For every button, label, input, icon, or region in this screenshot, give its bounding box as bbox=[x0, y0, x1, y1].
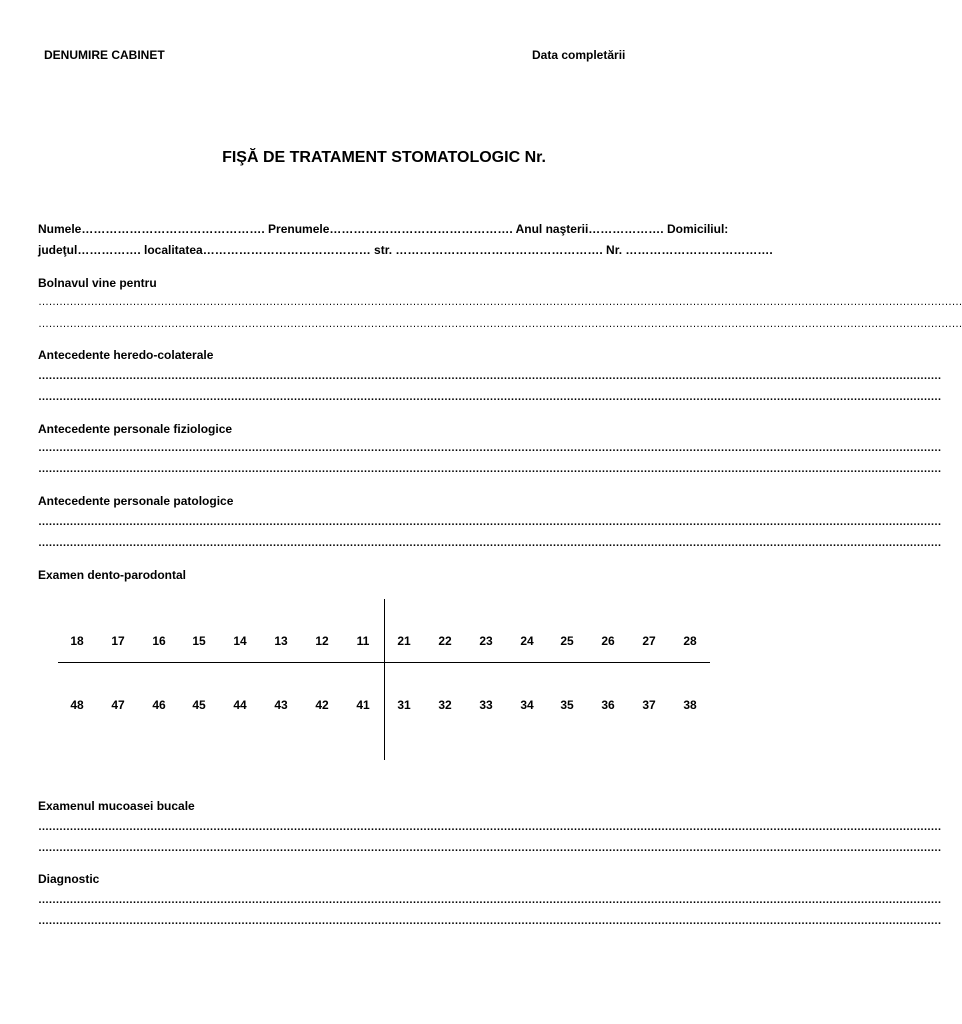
lower-teeth-row bbox=[57, 698, 711, 712]
tooth-number: 48 bbox=[70, 698, 84, 712]
tooth-number: 47 bbox=[111, 698, 125, 712]
tooth-number: 45 bbox=[192, 698, 206, 712]
tooth-number: 28 bbox=[683, 634, 697, 648]
tooth-number: 44 bbox=[233, 698, 247, 712]
tooth-number: 32 bbox=[438, 698, 452, 712]
fill-line: …………………………………………………………………………………………………………………………………………………………………………………………………………………………………… bbox=[38, 842, 941, 854]
midline-divider bbox=[384, 599, 385, 760]
section-label-dental-exam: Examen dento-parodontal bbox=[38, 568, 187, 582]
cabinet-name-label: DENUMIRE CABINET bbox=[44, 48, 165, 62]
tooth-number: 34 bbox=[520, 698, 534, 712]
tooth-number: 18 bbox=[70, 634, 84, 648]
tooth-number: 36 bbox=[601, 698, 615, 712]
tooth-number: 12 bbox=[315, 634, 329, 648]
section-label-diagnosis: Diagnostic bbox=[38, 872, 100, 886]
tooth-number: 26 bbox=[601, 634, 615, 648]
fill-line: ………………………………………………………………………………………………………………………………………………………………………………………………………………………………………… bbox=[38, 318, 962, 330]
section-label-pathological-history: Antecedente personale patologice bbox=[38, 494, 234, 508]
patient-identity-line: Numele………………………………………. Prenumele………………………………………. Anul naşterii………………. Domiciliul: bbox=[38, 222, 729, 236]
section-label-physiological-history: Antecedente personale fiziologice bbox=[38, 422, 233, 436]
tooth-number: 23 bbox=[479, 634, 493, 648]
tooth-number: 25 bbox=[560, 634, 574, 648]
tooth-number: 27 bbox=[642, 634, 656, 648]
tooth-number: 42 bbox=[315, 698, 329, 712]
tooth-number: 38 bbox=[683, 698, 697, 712]
tooth-number: 21 bbox=[397, 634, 411, 648]
tooth-number: 16 bbox=[152, 634, 166, 648]
fill-line: …………………………………………………………………………………………………………………………………………………………………………………………………………………………………… bbox=[38, 821, 941, 833]
tooth-number: 15 bbox=[192, 634, 206, 648]
completion-date-label: Data completării bbox=[532, 48, 626, 62]
tooth-number: 31 bbox=[397, 698, 411, 712]
tooth-number: 43 bbox=[274, 698, 288, 712]
tooth-number: 14 bbox=[233, 634, 247, 648]
tooth-number: 33 bbox=[479, 698, 493, 712]
tooth-number: 35 bbox=[560, 698, 574, 712]
fill-line: …………………………………………………………………………………………………………………………………………………………………………………………………………………………………… bbox=[38, 894, 941, 906]
fill-line: …………………………………………………………………………………………………………………………………………………………………………………………………………………………………… bbox=[38, 537, 941, 549]
tooth-number: 46 bbox=[152, 698, 166, 712]
patient-address-line: judeţul……………. localitatea…………………………………… str. ……………………………………………. Nr. ………………………………. bbox=[38, 243, 773, 257]
tooth-number: 11 bbox=[356, 634, 370, 648]
tooth-number: 41 bbox=[356, 698, 370, 712]
tooth-number: 37 bbox=[642, 698, 656, 712]
section-label-complaint: Bolnavul vine pentru bbox=[38, 276, 157, 290]
tooth-number: 22 bbox=[438, 634, 452, 648]
fill-line: …………………………………………………………………………………………………………………………………………………………………………………………………………………………………… bbox=[38, 463, 941, 475]
fill-line: …………………………………………………………………………………………………………………………………………………………………………………………………………………………………… bbox=[38, 391, 941, 403]
tooth-number: 17 bbox=[111, 634, 125, 648]
fill-line: …………………………………………………………………………………………………………………………………………………………………………………………………………………………………… bbox=[38, 442, 941, 454]
document-title: FIŞĂ DE TRATAMENT STOMATOLOGIC Nr. bbox=[222, 149, 546, 166]
fill-line: …………………………………………………………………………………………………………………………………………………………………………………………………………………………………… bbox=[38, 516, 941, 528]
fill-line: …………………………………………………………………………………………………………………………………………………………………………………………………………………………………… bbox=[38, 915, 941, 927]
fill-line: ………………………………………………………………………………………………………………………………………………………………………………………………………………………………………… bbox=[38, 296, 962, 308]
tooth-number: 13 bbox=[274, 634, 288, 648]
section-label-family-history: Antecedente heredo-colaterale bbox=[38, 348, 214, 362]
fill-line: …………………………………………………………………………………………………………………………………………………………………………………………………………………………………… bbox=[38, 370, 941, 382]
section-label-mucosa-exam: Examenul mucoasei bucale bbox=[38, 799, 195, 813]
tooth-number: 24 bbox=[520, 634, 534, 648]
